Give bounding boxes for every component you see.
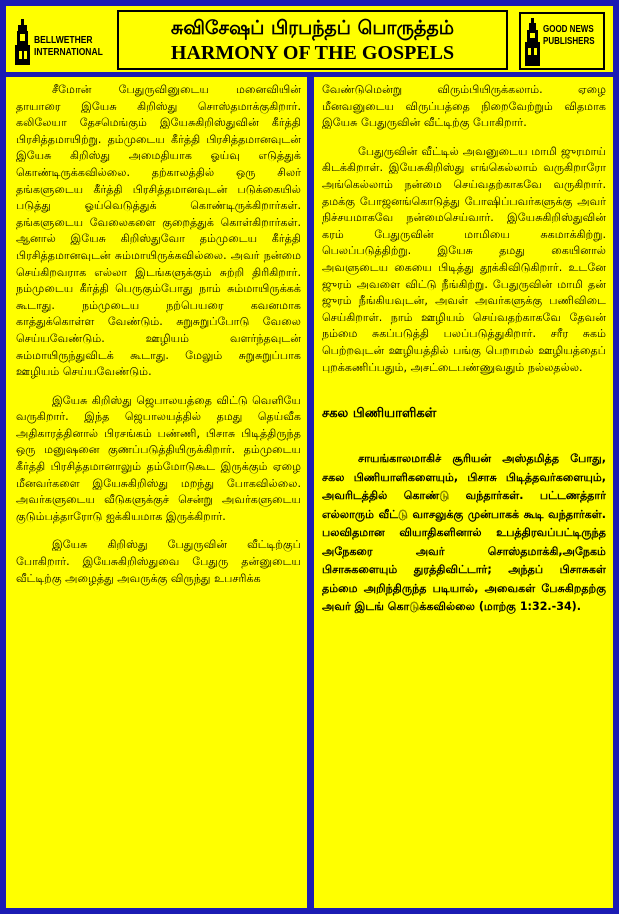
paragraph: இயேசு கிறிஸ்து ஜெபாலயத்தை விட்டு வெளியே வருகிறார். இந்த ஜெபாலயத்தில் தமது தெய்வீக அதிகாரத்தினால் பிரசங்கம் பண்ணி, பிசாசு பிடித்திருந்த ஒரு மனுஷனை குணப்படுத்தியிருக்கிறார். தம்முடைய கீர்த்தி பிரசித்தமானாலும் தம்மோடுகூட இருக்கும் ஏழை மீனவர்களை இயேசுகிறிஸ்து மறந்து போகவில்லை. அவர்களுடைய வீடுகளுக்குச் சென்று அவர்களுடைய குடும்பத்தாரோடு ஐக்கியமாக இருக்கிறார்.	[16, 393, 301, 523]
right-column	[322, 82, 606, 908]
left-column	[16, 82, 301, 908]
title-english: HARMONY OF THE GOSPELS	[170, 42, 455, 64]
bellwether-logo-text	[34, 35, 103, 59]
paragraph-continued: வேண்டுமென்று விரும்பியிருக்கலாம். ஏழை மீனவனுடைய விருப்பத்தை நிறைவேற்றும் விதமாக இயேசு பேதுருவின் வீட்டிற்கு போகிறார்.	[322, 83, 606, 130]
bell-tower-icon	[14, 19, 34, 65]
bellwether-logo	[12, 15, 108, 67]
section-heading: சகல பிணியாளிகள்	[322, 406, 437, 422]
tower-icon	[524, 18, 542, 66]
scripture-paragraph: சாயங்காலமாகிச் சூரியன் அஸ்தமித்த போது, சகல பிணியாளிகளையும், பிசாசு பிடித்தவர்களையும், அவரிடத்தில் கொண்டு வந்தார்கள். பட்டணத்தார் எல்லாரும் வீட்டு வாசலுக்கு முன்பாகக் கூடி வந்தார்கள். பலவிதமான வியாதிகளினால் உபத்திரவப்பட்டிருந்த அநேகரை அவர் சொஸ்தமாக்கி,அநேகம் பிசாசுகளையும் துரத்திவிட்டார்; அந்தப் பிசாசுகள் தம்மை அறிந்திருந்த படியால், அவைகள் பேசுகிறதற்கு அவர் இடங் கொடுக்கவில்லை (மாற்கு 1:32.-34).	[322, 452, 606, 614]
title-tamil: சுவிசேஷப் பிரபந்தப் பொருத்தம்	[170, 17, 455, 39]
paragraph: பேதுருவின் வீட்டில் அவனுடைய மாமி ஜுரமாய் கிடக்கிறாள். இயேசுகிறிஸ்து எங்கெல்லாம் வருகிறாரோ அங்கெல்லாம் நன்மை செய்வதற்காகவே வருகிறார். தமக்கு போஜனங்கொடுத்து போஷிப்பவர்களுக்கு அவர் நிச்சயமாகவே நன்மைசெய்வார். இயேசுகிறிஸ்துவின் கரம் பேதுருவின் மாமியை சுகமாக்கிற்று. பெலப்படுத்திற்று. இயேசு தமது கையினால் அவளுடைய கையை பிடித்து தூக்கிவிடுகிறார். உடனே ஜுரம் அவளை விட்டு நீங்கிற்று. பேதுருவின் மாமி தன் ஜுரம் நீங்கியவுடன், அவள் அவர்களுக்கு பணிவிடை செய்கிறாள். நாம் ஊழியம் செய்வதற்காகவே தேவன் நம்மை சுகப்படுத்தி பலப்படுத்துகிறார். சரீர சுகம் பெற்றவுடன் ஊழியத்தில் பங்கு பெறாமல் ஊழியத்தைப் புறக்கணிப்பதும், அசட்டைபண்ணுவதும் நல்லதல்ல.	[322, 144, 606, 374]
header	[6, 6, 613, 77]
paragraph: சீமோன் பேதுருவினுடைய மனைவியின் தாயாரை இயேசு கிறிஸ்து சொஸ்தமாக்குகிறார். கலிலேயா தேசமெங்கும் இயேசுகிறிஸ்துவின் கீர்த்தி பிரசித்தமாயிற்று. தம்முடைய கீர்த்தி பிரசித்தமானவுடன் இயேசு கிறிஸ்து அமைதியாக ஓய்வு எடுத்துக் கொண்டிருக்கவில்லை. தற்காலத்தில் ஒரு சிலர் தங்களுடைய கீர்த்தி பிரசித்தமானவுடன் படுக்கையில் படுத்து ஓய்வெடுத்துக் கொண்டிருக்கிறார்கள். தங்களுடைய வேலைகளை குறைத்துக் கொள்கிறார்கள். ஆனால் இயேசு கிறிஸ்துவோ தம்முடைய கீர்த்தி பிரசித்தமானவுடன் சும்மாயிருக்கவில்லை. அவர் நன்மை செய்கிறவராக எல்லா இடங்களுக்கும் சுற்றி திரிகிறார். நம்முடைய கீர்த்தி பெருகும்போது நாம் சும்மாயிருக்கக் கூடாது. நம்முடைய நற்பெயரை கவனமாக காத்துக்கொள்ள வேண்டும். சுறுசுறுப்போடு வேலை செய்யவேண்டும். ஊழியம் வளர்ந்தவுடன் சும்மாயிருந்துவிடக் கூடாது. மேலும் சுறுசுறுப்பாக ஊழியம் செய்யவேண்டும்.	[16, 83, 301, 379]
bellwether-line1: BELLWETHER	[34, 35, 93, 46]
publisher-line2: PUBLISHERS	[543, 36, 595, 47]
good-news-publishers-logo	[519, 12, 605, 70]
bellwether-line2: INTERNATIONAL	[34, 47, 103, 58]
column-divider	[307, 77, 314, 908]
paragraph: இயேசு கிறிஸ்து பேதுருவின் வீட்டிற்குப் போகிறார். இயேசுகிறிஸ்துவை பேதுரு தன்னுடைய வீட்டிற்கு அழைத்து அவருக்கு விருந்து உபசரிக்க	[16, 538, 301, 585]
publisher-line1: GOOD NEWS	[543, 24, 594, 35]
publisher-logo-text	[543, 24, 595, 48]
title-box	[117, 10, 508, 70]
